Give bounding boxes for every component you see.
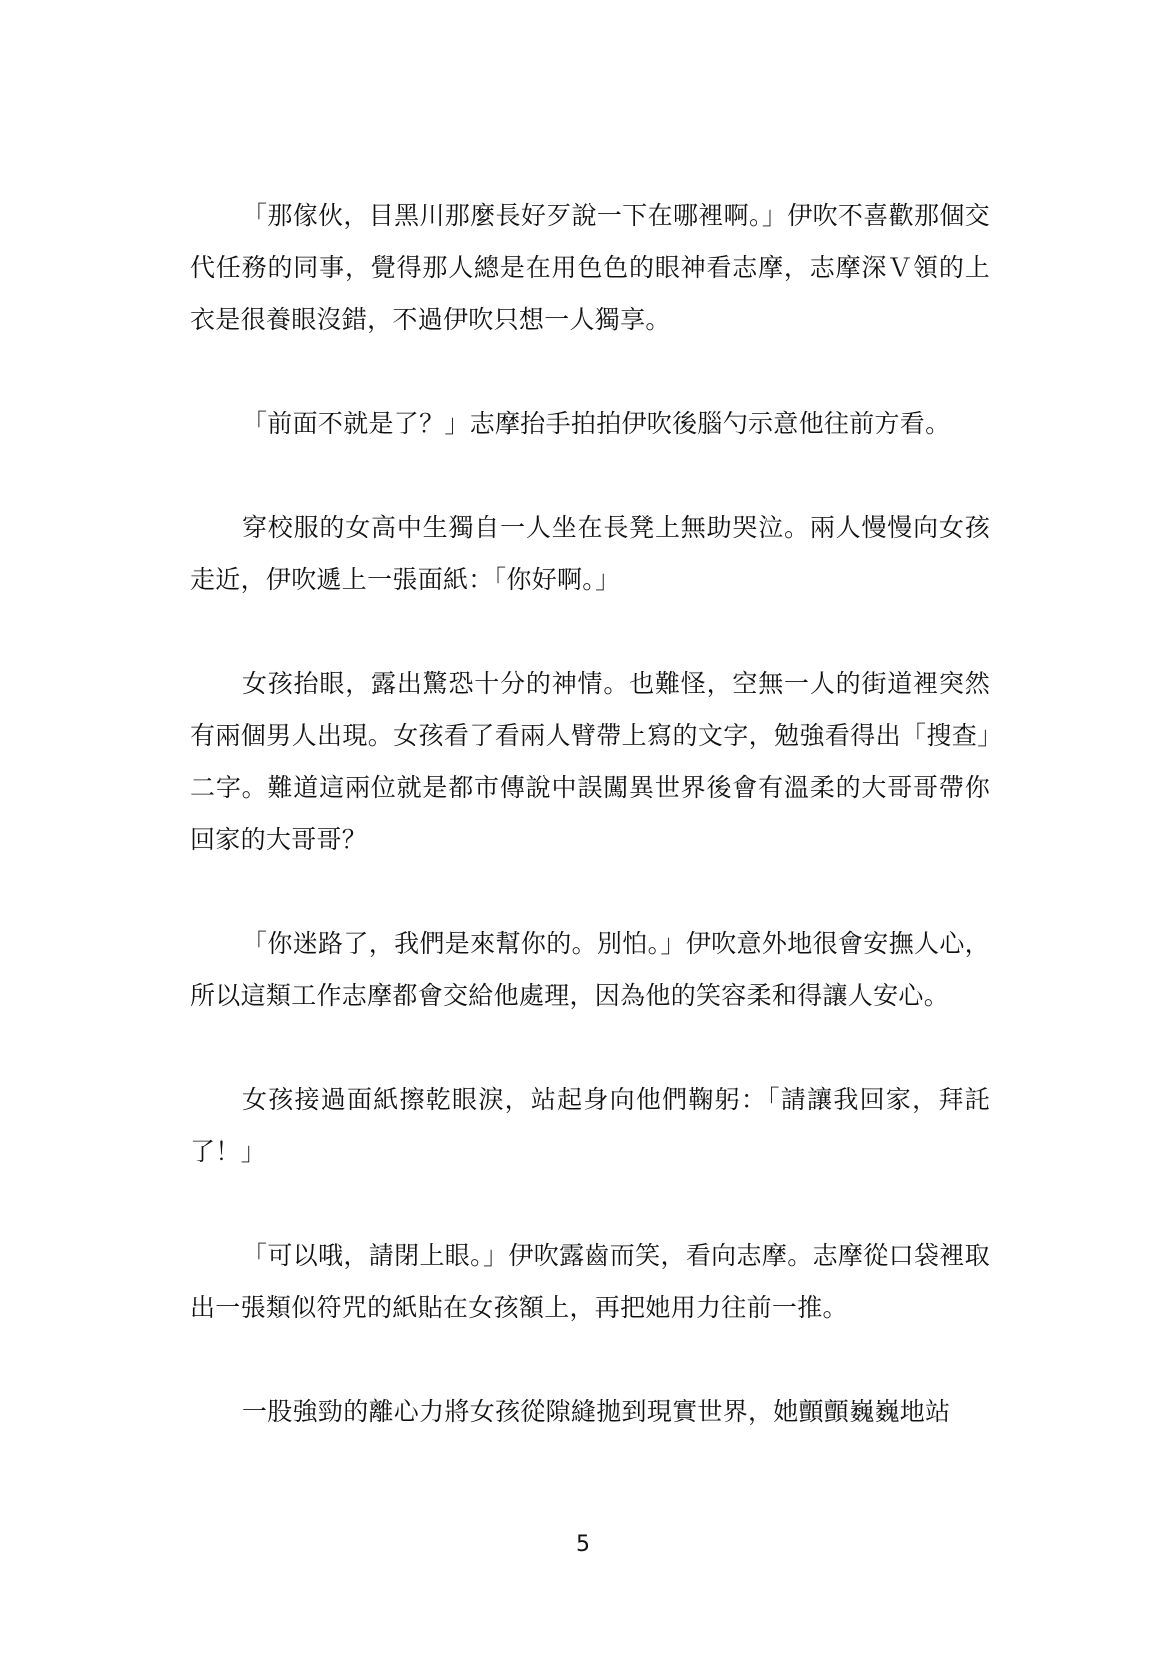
paragraph-7: 「可以哦，請閉上眼。」伊吹露齒而笑，看向志摩。志摩從口袋裡取出一張類似符咒的紙貼在女孩額上，再把她用力往前一推。 bbox=[190, 1241, 990, 1322]
paragraph-6: 女孩接過面紙擦乾眼淚，站起身向他們鞠躬：「請讓我回家，拜託了！」 bbox=[190, 1085, 990, 1166]
paragraph-4: 女孩抬眼，露出驚恐十分的神情。也難怪，空無一人的街道裡突然有兩個男人出現。女孩看了看兩人臂帶上寫的文字，勉強看得出「搜查」二字。難道這兩位就是都市傳說中誤闖異世界後會有溫柔的大哥哥帶你回家的大哥哥？ bbox=[190, 669, 990, 854]
paragraph-3: 穿校服的女高中生獨自一人坐在長凳上無助哭泣。兩人慢慢向女孩走近，伊吹遞上一張面紙：「你好啊。」 bbox=[190, 513, 990, 594]
page-number: 5 bbox=[576, 1532, 590, 1557]
text-body bbox=[190, 190, 990, 1438]
paragraph-2: 「前面不就是了？」志摩抬手拍拍伊吹後腦勺示意他往前方看。 bbox=[242, 409, 951, 438]
paragraph-5: 「你迷路了，我們是來幫你的。別怕。」伊吹意外地很會安撫人心，所以這類工作志摩都會交給他處理，因為他的笑容柔和得讓人安心。 bbox=[190, 929, 990, 1010]
paragraph-8: 一股強勁的離心力將女孩從隙縫拋到現實世界，她顫顫巍巍地站 bbox=[242, 1397, 951, 1426]
paragraph-1: 「那傢伙，目黑川那麼長好歹說一下在哪裡啊。」伊吹不喜歡那個交代任務的同事，覺得那人總是在用色色的眼神看志摩，志摩深Ｖ領的上衣是很養眼沒錯，不過伊吹只想一人獨享。 bbox=[190, 201, 990, 334]
